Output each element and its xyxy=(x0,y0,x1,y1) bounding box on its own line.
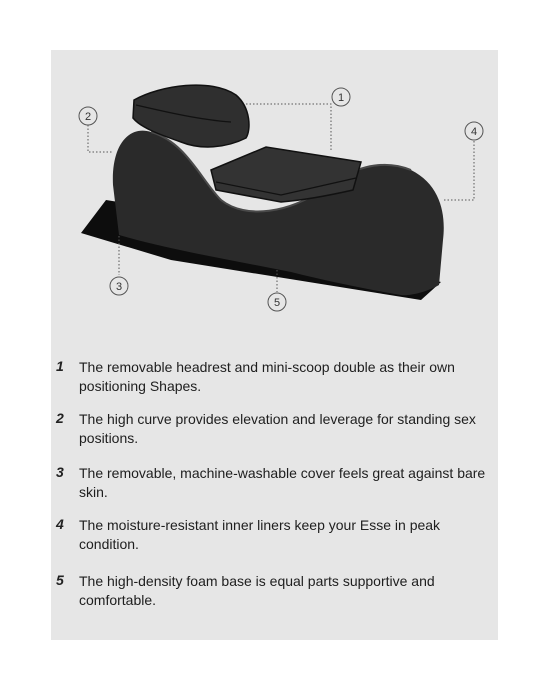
product-illustration xyxy=(51,50,498,350)
product-panel xyxy=(51,50,498,640)
feature-text: The removable headrest and mini-scoop double as their own positioning Shapes. xyxy=(79,359,455,394)
leader-1 xyxy=(246,104,331,150)
leader-4 xyxy=(443,141,474,200)
feature-number: 2 xyxy=(56,410,64,426)
callout-label-2: 2 xyxy=(84,111,92,123)
callout-label-1: 1 xyxy=(337,92,345,104)
feature-text: The removable, machine-washable cover feels great against bare skin. xyxy=(79,465,486,500)
feature-text: The moisture-resistant inner liners keep your Esse in peak condition. xyxy=(79,517,441,552)
feature-number: 3 xyxy=(56,464,64,480)
feature-text: The high-density foam base is equal parts supportive and comfortable. xyxy=(79,573,435,608)
feature-text: The high curve provides elevation and leverage for standing sex positions. xyxy=(79,411,476,446)
feature-number: 1 xyxy=(56,358,64,374)
leader-2 xyxy=(88,125,113,152)
callout-label-4: 4 xyxy=(470,126,478,138)
callout-label-3: 3 xyxy=(115,281,123,293)
callout-label-5: 5 xyxy=(273,297,281,309)
feature-number: 4 xyxy=(56,516,64,532)
feature-number: 5 xyxy=(56,572,64,588)
